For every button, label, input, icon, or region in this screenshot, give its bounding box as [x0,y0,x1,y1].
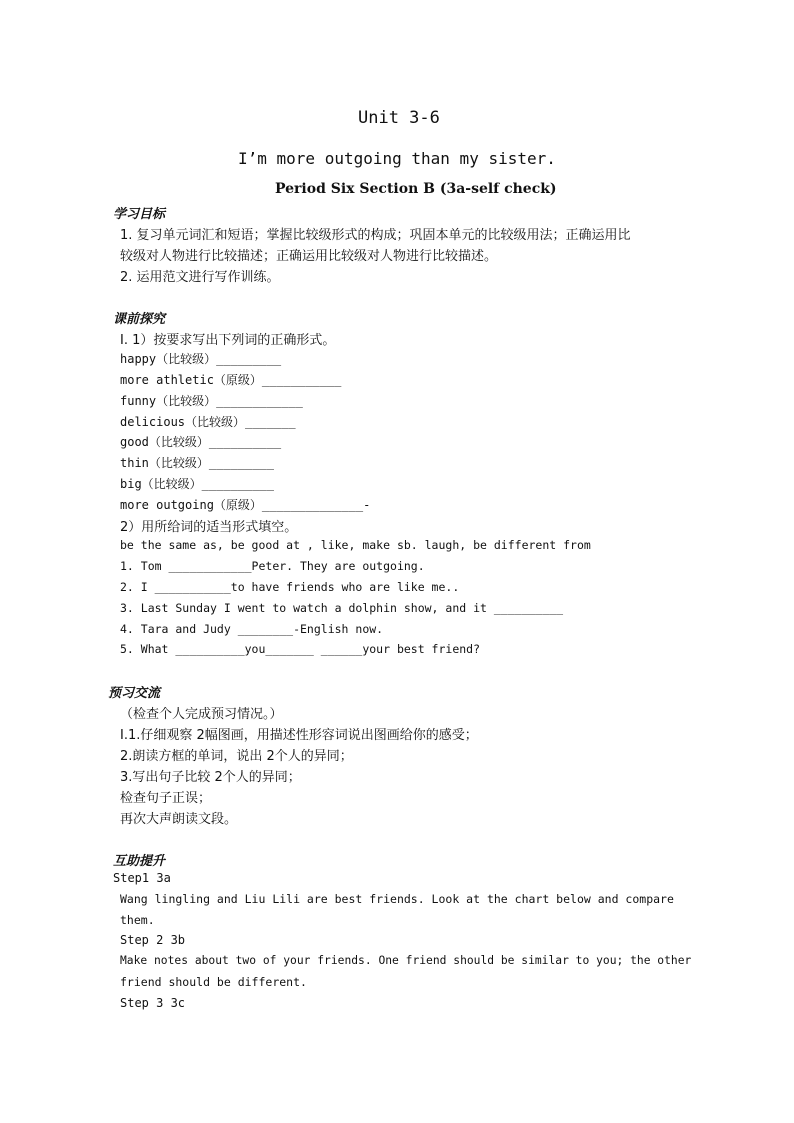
period-subtitle: Period Six Section B (3a-self check) [275,181,557,197]
word-item: delicious（比较级）_______ [120,415,296,429]
word-item: more outgoing（原级）______________- [120,498,371,512]
word-item: happy（比较级）_________ [120,352,282,366]
exchange-line: I.1.仔细观察 2幅图画，用描述性形容词说出图画给你的感受； [120,728,478,743]
fill-sentence: 2. I ___________to have friends who are like me.. [120,580,460,594]
unit-title: Unit 3-6 [358,108,440,128]
word-item: funny（比较级）____________ [120,394,303,408]
step-2-label: Step 2 3b [120,933,186,947]
goals-heading: 学习目标 [113,207,166,222]
fill-sentence: 1. Tom ____________Peter. They are outgoing. [120,559,425,573]
preview-part1-title: I. 1）按要求写出下列词的正确形式。 [120,333,336,348]
goals-line-1b: 较级对人物进行比较描述；正确运用比较级对人物进行比较描述。 [120,249,498,264]
preview-heading: 课前探究 [113,312,166,327]
step-3-label: Step 3 3c [120,996,186,1010]
exchange-line: 2.朗读方框的单词，说出 2个人的异同； [120,749,353,764]
lesson-title: I’m more outgoing than my sister. [238,149,556,168]
preview-part2-title: 2）用所给词的适当形式填空。 [120,520,298,535]
word-bank: be the same as, be good at , like, make sb. laugh, be different from [120,538,591,552]
step-1-text-cont: them. [120,913,155,927]
word-item: more athletic（原级）___________ [120,373,342,387]
goals-line-2: 2. 运用范文进行写作训练。 [120,270,280,285]
fill-sentence: 5. What __________you_______ ______your best friend? [120,642,481,656]
step-1-text: Wang lingling and Liu Lili are best friends. Look at the chart below and compare [120,892,674,906]
fill-sentence: 3. Last Sunday I went to watch a dolphin show, and it __________ [120,601,564,615]
goals-line-1: 1. 复习单元词汇和短语；掌握比较级形式的构成；巩固本单元的比较级用法；正确运用比 [120,228,631,243]
step-1-label: Step1 3a [113,871,171,885]
step-2-text: Make notes about two of your friends. One friend should be similar to you; the other [120,954,692,967]
step-2-text-cont: friend should be different. [120,975,307,989]
exchange-line: （检查个人完成预习情况。） [120,707,283,722]
fill-sentence: 4. Tara and Judy ________-English now. [120,622,384,636]
exchange-line: 3.写出句子比较 2个人的异同； [120,770,301,785]
exchange-line: 再次大声朗读文段。 [120,812,238,827]
word-item: big（比较级）__________ [120,477,274,491]
word-item: thin（比较级）_________ [120,456,274,470]
word-item: good（比较级）__________ [120,435,282,449]
mutual-heading: 互助提升 [113,854,166,869]
exchange-heading: 预习交流 [108,686,161,701]
exchange-line: 检查句子正误； [120,791,212,806]
